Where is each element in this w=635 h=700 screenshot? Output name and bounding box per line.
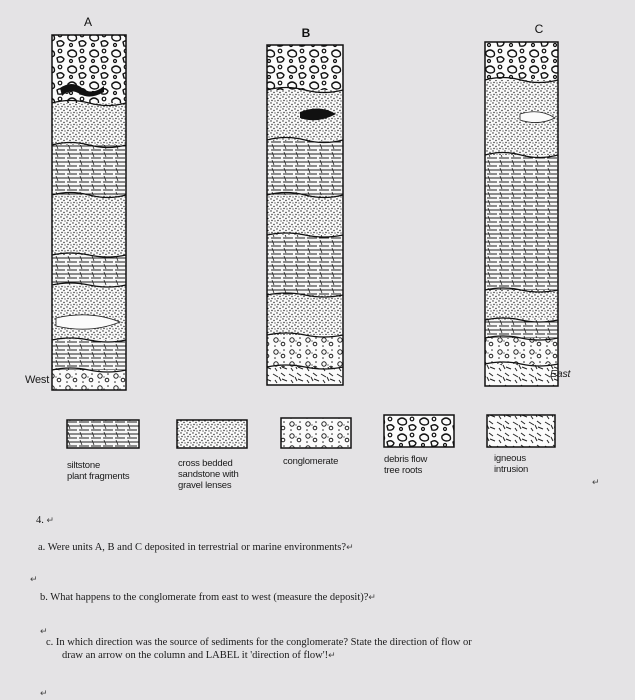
return-mark-legend: ↵ [592,477,600,487]
question-a [38,541,354,554]
legend-debris-line2: tree roots [384,465,423,476]
legend-swatch-siltstone [67,420,139,448]
column-a-letter: A [83,15,93,29]
question-a-text: a. Were units A, B and C deposited in terrestrial or marine environments? [38,542,347,553]
legend-label-igneous [494,453,528,475]
legend-crossbed-line2: sandstone with [178,469,239,480]
legend-siltstone-line1: siltstone [67,460,101,471]
column-b-layer-silt-2 [267,235,343,295]
legend-label-debris [384,454,427,476]
legend-swatch-crossbed [177,420,247,448]
column-c-layer-igneous [485,364,558,386]
legend-label-conglomerate: conglomerate [283,456,339,467]
question-b [40,591,376,604]
column-a-layer-silt-1 [52,145,126,195]
return-mark-b: ↵ [368,592,376,602]
west-label: West [25,374,50,386]
column-a-layer-sand-1 [52,103,126,145]
question-c [46,637,472,662]
column-c-layer-cong [485,338,558,364]
legend-igneous-line2: intrusion [494,464,529,475]
column-c [485,42,558,386]
column-b-layer-debris [267,45,343,90]
legend-label-siltstone [67,460,129,482]
column-c-layer-debris [485,42,558,80]
question-c-line1: c. In which direction was the source of sediments for the conglomerate? State the direction of flow or [46,637,472,648]
question-c-line2-wrap [46,649,472,662]
column-b-layer-sand-3 [267,295,343,335]
question-number-text: 4. [36,515,44,526]
column-a-layer-sand-2 [52,195,126,255]
return-mark-number: ↵ [46,515,55,525]
column-b-layer-cong [267,335,343,367]
legend-igneous-line1: igneous [494,453,526,464]
legend-siltstone-line2: plant fragments [67,471,130,482]
column-a-layer-cong [52,370,126,390]
column-b-layer-igneous [267,367,343,385]
column-a-layer-sand-3 [52,285,126,340]
column-b-layer-silt-1 [267,140,343,195]
column-a-mark: 0 [64,86,70,97]
column-c-layer-silt-1 [485,155,558,290]
legend-swatch-debris [384,415,454,447]
column-c-layer-sand-2 [485,290,558,320]
legend-debris-line1: debris flow [384,454,428,465]
return-mark-blank-1: ↵ [30,574,38,584]
column-c-layer-silt-2 [485,320,558,338]
question-b-text: b. What happens to the conglomerate from east to west (measure the deposit)? [40,592,369,603]
legend-crossbed-line1: cross bedded [178,458,233,469]
east-label: East [550,368,571,380]
legend-crossbed-line3: gravel lenses [178,480,232,491]
question-c-line2: draw an arrow on the column and LABEL it 'direction of flow'! [62,650,329,661]
legend-swatch-igneous [487,415,555,447]
column-b [267,45,343,385]
column-b-layer-sand-2 [267,195,343,235]
return-mark-c: ↵ [328,650,336,660]
column-b-letter: B [301,26,311,40]
question-number [36,514,54,527]
return-mark-a: ↵ [346,542,354,552]
column-c-letter: C [534,22,544,36]
column-a-layer-silt-2 [52,255,126,285]
return-mark-blank-3: ↵ [40,688,48,698]
legend-label-crossbed [178,458,239,491]
column-a-layer-silt-3 [52,340,126,370]
legend-swatch-conglomerate [281,418,351,448]
return-mark-blank-2: ↵ [40,626,48,636]
